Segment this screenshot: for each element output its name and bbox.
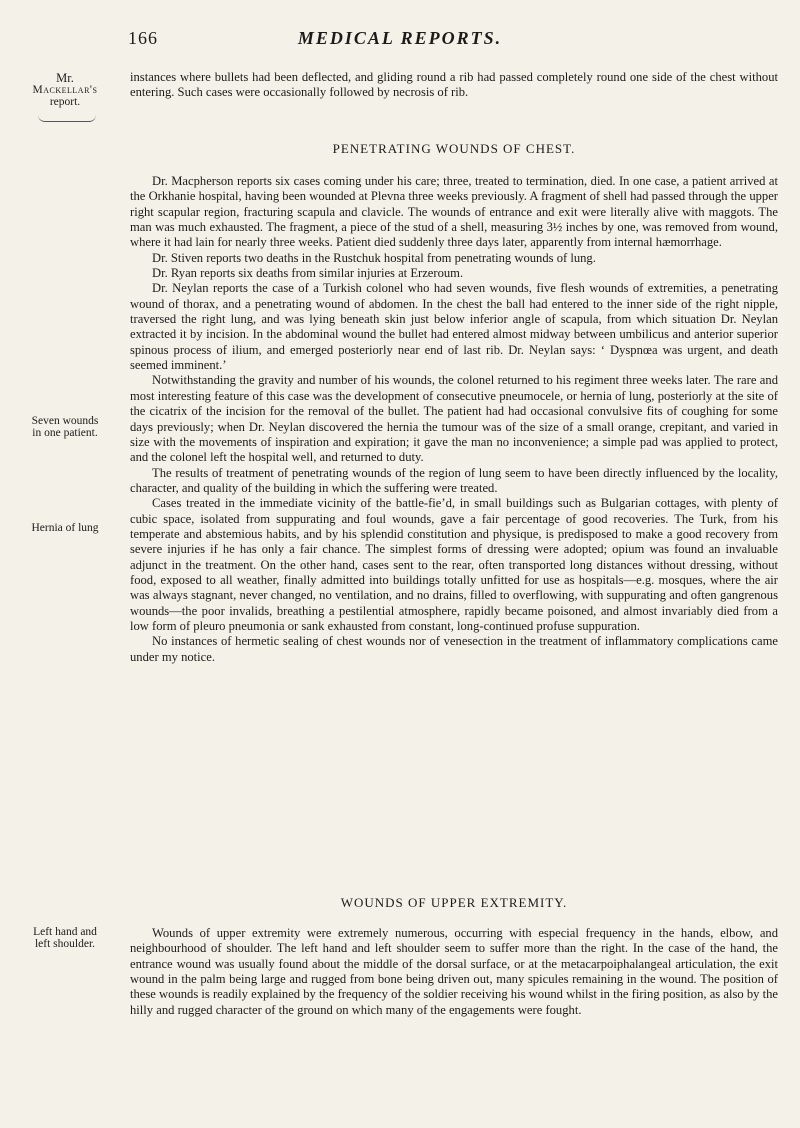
margin-seven-wounds-line1: Seven wounds (31, 415, 99, 427)
intro-paragraph: instances where bullets had been deflected, and gliding round a rib had passed completely round one side of the chest without entering. Such cases were occasionally followed by necrosis of rib. (130, 70, 778, 100)
margin-seven-wounds-line2: in one patient. (32, 427, 98, 439)
upper-extremity-body (130, 926, 778, 1018)
chest-paragraph-1: Dr. Macpherson reports six cases coming under his care; three, treated to termination, died. In one case, a patient arrived at the Orkhanie hospital, having been wounded at Plevna three weeks previously. A fragment of shell had passed through the upper right scapular region, fracturing scapula and clavicle. The wounds of entrance and exit were literally alive with maggots. The man was much exhausted. The fragment, a piece of the stud of a shell, measuring 3½ inches by one, was removed from wound, where it had lain for nearly three weeks. Patient died suddenly three days later, apparently from internal hæmorrhage. (130, 174, 778, 250)
chest-paragraph-8: No instances of hermetic sealing of chest wounds nor of venesection in the treatment of inflammatory complications came under my notice. (130, 634, 778, 664)
chest-paragraph-3: Dr. Ryan reports six deaths from similar injuries at Erzeroum. (152, 266, 464, 281)
margin-left-hand-line1: Left hand and (33, 926, 97, 938)
margin-note-hernia (20, 522, 110, 534)
upper-extremity-heading: WOUNDS OF UPPER EXTREMITY. (340, 895, 568, 910)
page-header (0, 28, 800, 58)
chest-section-heading: PENETRATING WOUNDS OF CHEST. (332, 141, 576, 156)
running-title: MEDICAL REPORTS. (297, 28, 503, 48)
margin-author-line1: Mr. (56, 71, 74, 85)
page-number: 166 (128, 28, 158, 48)
margin-note-author (20, 72, 110, 108)
chest-paragraph-2: Dr. Stiven reports two deaths in the Rustchuk hospital from penetrating wounds of lung. (152, 250, 596, 265)
chest-section-body (130, 174, 778, 665)
margin-author-line2: Mackellar's (32, 84, 98, 96)
intro-block (130, 70, 778, 101)
margin-divider (38, 115, 96, 122)
chest-paragraph-6: The results of treatment of penetrating wounds of the region of lung seem to have been directly influenced by the locality, character, and quality of the building in which the suffering were treated. (130, 465, 778, 495)
margin-hernia-line: Hernia of lung (31, 522, 99, 534)
margin-note-seven-wounds (20, 415, 110, 439)
chest-paragraph-5: Notwithstanding the gravity and number of his wounds, the colonel returned to his regiment three weeks later. The rare and most interesting feature of this case was the development of consecutive pneumocele, or hernia of lung, posteriorly at the site of the cicatrix of the incision for the removal of the bullet. The patient had had occasional convulsive fits of coughing for some days previously; when Dr. Neylan discovered the hernia the tumour was of the size of a small orange, crepitant, and varied in size with the movements of inspiration and expiration; it gave the man no inconvenience; a simple pad was applied to protect, and the colonel left the hospital well, and returned to duty. (130, 373, 778, 465)
upper-paragraph-1: Wounds of upper extremity were extremely numerous, occurring with especial frequency in the hands, elbow, and neighbourhood of shoulder. The left hand and left shoulder seem to suffer more than the right. In the case of the hand, the entrance wound was usually found about the middle of the dorsal surface, or at the metacarpoiphalangeal articulation, the exit wound in the palm being large and rugged from bone being driven out, many spicules remaining in the wound. The position of these wounds is readily explained by the frequency of the soldier receiving his wound whilst in the firing position, as also by the hilly and rugged character of the ground on which many of the engagements were fought. (130, 926, 778, 1017)
margin-author-line3: report. (49, 96, 81, 108)
chest-paragraph-4: Dr. Neylan reports the case of a Turkish colonel who had seven wounds, five flesh wounds of extremities, a penetrating wound of thorax, and a penetrating wound of abdomen. In the chest the ball had entered to the inner side of the right nipple, traversed the right lung, and was lying beneath skin just below inferior angle of scapula, from which situation Dr. Neylan extracted it by incision. In the abdominal wound the bullet had entered almost midway between umbilicus and anterior superior spinous process of ilium, and emerged posteriorly near end of last rib. Dr. Neylan says: ‘ Dyspnœa was urgent, and death seemed imminent.’ (130, 281, 778, 373)
margin-left-hand-line2: left shoulder. (34, 938, 96, 950)
chest-paragraph-7: Cases treated in the immediate vicinity of the battle-fie’d, in small buildings such as Bulgarian cottages, with plenty of cubic space, isolated from suppurating and foul wounds, gave a fair percentage of good recoveries. The Turk, from his temperate and abstemious habits, and by his splendid constitution and physique, is predisposed to make a good recovery from severe injuries if he has only a fair chance. The simplest forms of dressing were adopted; opium was found an invaluable adjunct in the treatment. On the other hand, cases sent to the rear, often transported long distances without dressing, without food, exposed to all weather, finally admitted into buildings totally unfitted for use as hospitals—e.g. mosques, where the air was always stagnant, never changed, no ventilation, and no drains, filled to overflowing, with suppurating and often gangrenous wounds—the poor invalids, breathing a pestilential atmosphere, rapidly became poisoned, and almost invariably died from a low form of pleuro pneumonia or sank exhausted from constant, long-continued profuse suppuration. (130, 496, 778, 633)
margin-note-left-hand (20, 926, 110, 950)
